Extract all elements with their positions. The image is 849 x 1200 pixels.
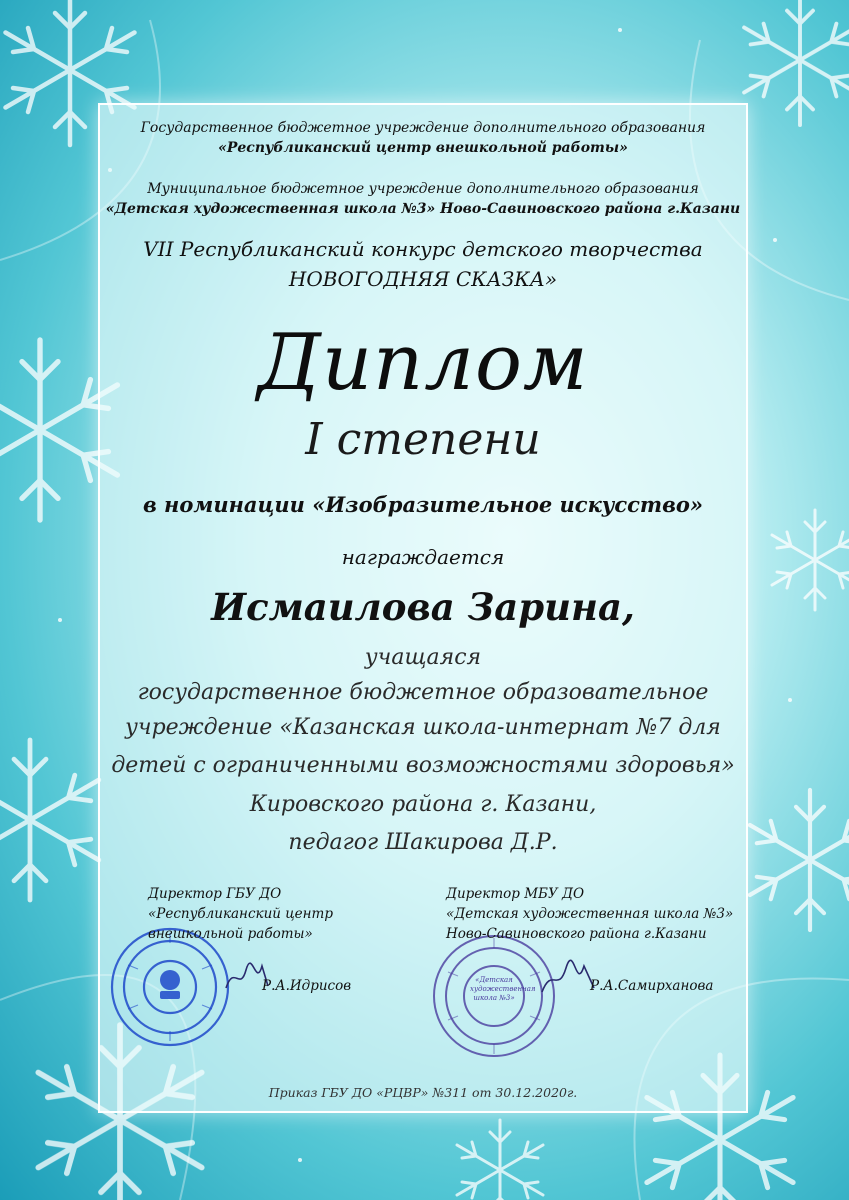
- right-sign-org2: Ново-Савиновского района г.Казани: [446, 926, 707, 942]
- org2-line2: «Детская художественная школа №3» Ново-Савиновского района г.Казани: [105, 201, 741, 217]
- diploma-degree: I степени: [305, 414, 541, 465]
- school-line: государственное бюджетное образовательное: [137, 680, 709, 705]
- left-sign-title: Директор ГБУ ДО: [148, 886, 282, 902]
- school-line: педагог Шакирова Д.Р.: [288, 830, 558, 855]
- right-signature-scribble: [538, 958, 598, 1000]
- left-sign-name: Р.А.Идрисов: [262, 978, 352, 994]
- order-footnote: Приказ ГБУ ДО «РЦВР» №311 от 30.12.2020г.: [268, 1085, 578, 1100]
- diploma-title: Диплом: [257, 318, 589, 408]
- awarded-label: награждается: [341, 545, 505, 569]
- school-line: учреждение «Казанская школа-интернат №7 для: [125, 715, 721, 740]
- school-line: Кировского района г. Казани,: [249, 792, 597, 817]
- left-sign-org1: «Республиканский центр: [148, 906, 333, 922]
- right-sign-name: Р.А.Самирханова: [590, 978, 714, 994]
- recipient-role: учащаяся: [364, 645, 482, 670]
- org1-line1: Государственное бюджетное учреждение дополнительного образования: [140, 120, 706, 136]
- recipient-name: Исмаилова Зарина,: [211, 585, 635, 629]
- left-signature-block: [148, 884, 333, 944]
- right-sign-title: Директор МБУ ДО: [446, 886, 585, 902]
- left-sign-org2: внешкольной работы»: [148, 926, 313, 942]
- right-sign-org1: «Детская художественная школа №3»: [446, 906, 734, 922]
- org2-line1: Муниципальное бюджетное учреждение дополнительного образования: [147, 181, 699, 197]
- right-signature-block: [446, 884, 733, 944]
- org1-line2: «Республиканский центр внешкольной работы»: [218, 140, 628, 156]
- contest-line1: VII Республиканский конкурс детского творчества: [143, 237, 703, 261]
- school-line: детей с ограниченными возможностями здоровья»: [111, 753, 735, 778]
- contest-line2: НОВОГОДНЯЯ СКАЗКА»: [288, 267, 558, 291]
- nomination: в номинации «Изобразительное искусство»: [142, 492, 704, 517]
- right-stamp-center-text: «Детская художественная школа №3»: [470, 976, 536, 1002]
